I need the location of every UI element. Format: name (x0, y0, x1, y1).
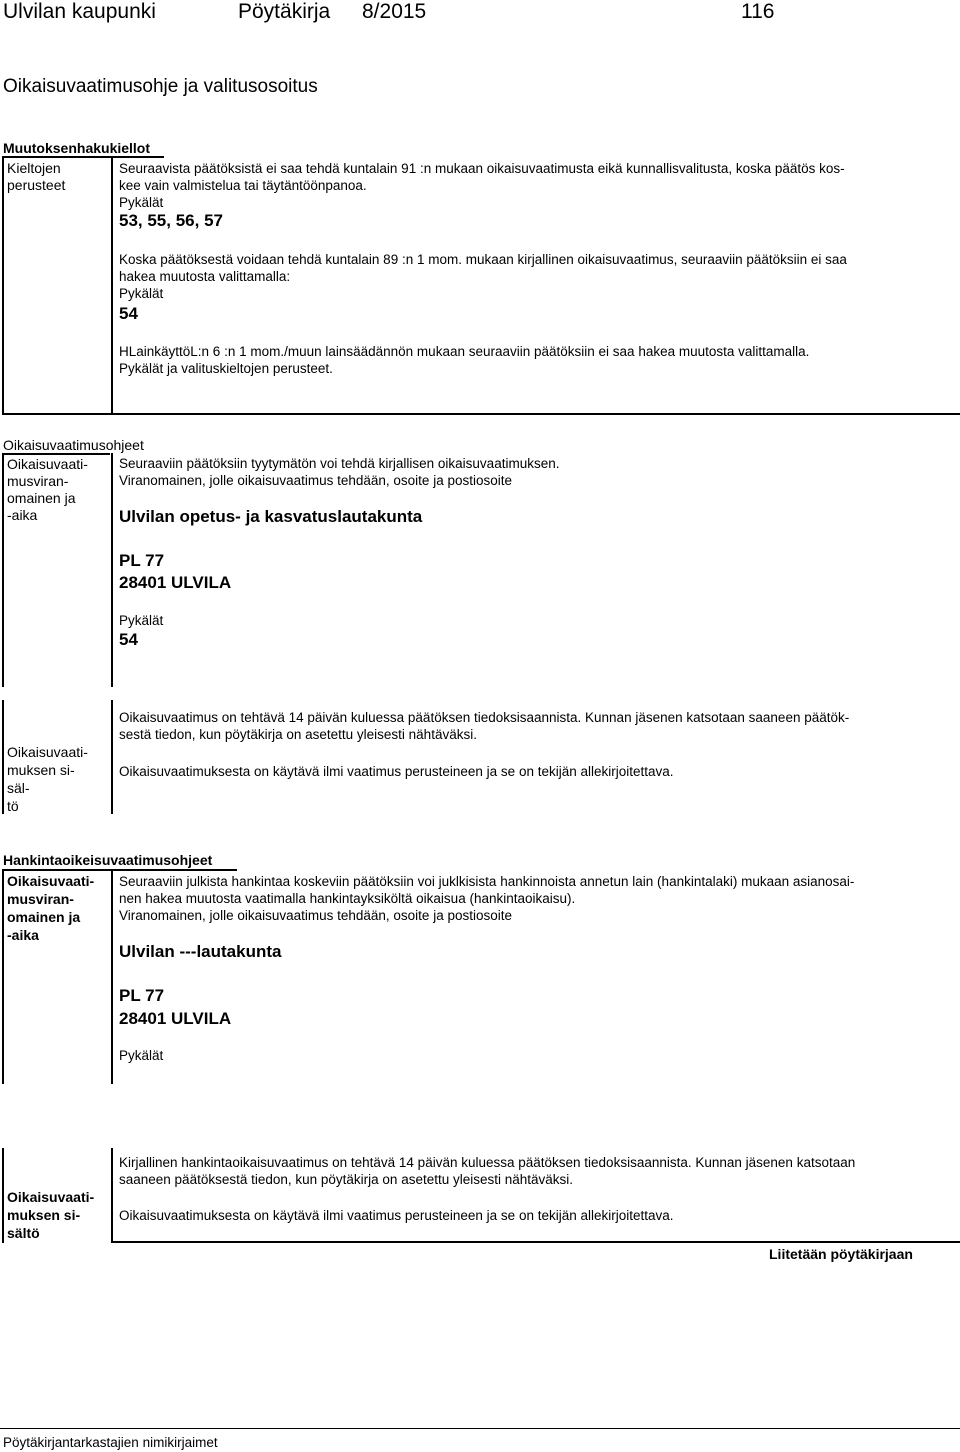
hankinta-pl: PL 77 (119, 986, 165, 1005)
hankinta-content1-line2: saaneen päätöksestä tiedon, kun pöytäkirja on asetettu yleisesti nähtäväksi. (119, 1172, 574, 1187)
kieltojen-label-1: Kieltojen (7, 160, 61, 176)
hankinta-content2: Oikaisuvaatimuksesta on käytävä ilmi vaatimus perusteineen ja se on tekijän allekirjoitettava. (119, 1208, 674, 1223)
hankinta-authority-label-1: Oikaisuvaati- (7, 873, 95, 889)
section2-top-rule (2, 453, 110, 455)
p3-line1: HLainkäyttöL:n 6 :n 1 mom./muun lainsäädännön mukaan seuraaviin päätöksiin ei saa hakea muutosta valittamalla. (119, 344, 810, 359)
section2a-left-border (2, 453, 4, 687)
header-org: Ulvilan kaupunki (3, 0, 156, 23)
p3-line2: Pykälät ja valituskieltojen perusteet. (119, 361, 333, 376)
p2-pykalat: 54 (119, 304, 138, 323)
kieltojen-label-2: perusteet (7, 177, 66, 193)
hankinta-content-label-2: muksen si- (7, 1207, 81, 1223)
section1-bottom-rule (2, 413, 960, 415)
section-heading-muutoksenhaku: Muutoksenhakukiellot (3, 140, 151, 156)
hankinta-authority-label-2: musviran- (7, 891, 74, 907)
hankinta-authority-label-4: -aika (7, 927, 39, 943)
hankinta-line2: Viranomainen, jolle oikaisuvaatimus tehdään, osoite ja postiosoite (119, 908, 512, 923)
oikaisu-line1: Seuraaviin päätöksiin tyytymätön voi tehdä kirjallisen oikaisuvaatimuksen. (119, 456, 560, 471)
hankinta-postal: 28401 ULVILA (119, 1009, 232, 1028)
oikaisu-content-label-1: Oikaisuvaati- (7, 744, 88, 760)
oikaisu-pykalat: 54 (119, 630, 138, 649)
section1-divider (111, 156, 113, 415)
section3-top-rule (2, 869, 237, 871)
hankinta-line1-1: Seuraaviin julkista hankintaa koskeviin päätöksiin voi juklkisista hankinnoista annetun lain (hankintalaki) mukaan asianosai- (119, 874, 855, 889)
hankinta-content-label-3: sältö (7, 1225, 40, 1241)
p1-line2: kee vain valmistelua tai täytäntöönpanoa. (119, 178, 367, 193)
p2-pykalat-label: Pykälät (119, 286, 164, 301)
section3a-left-border (2, 869, 4, 1084)
oikaisu-authority-label-1: Oikaisuvaati- (7, 456, 88, 472)
hankinta-authority: Ulvilan ---lautakunta (119, 942, 282, 961)
oikaisu-pl: PL 77 (119, 551, 165, 570)
header-doc: Pöytäkirja (238, 0, 331, 23)
oikaisu-content1-line1: Oikaisuvaatimus on tehtävä 14 päivän kuluessa päätöksen tiedoksisaannista. Kunnan jäsenen katsotaan saaneen päätök- (119, 710, 850, 725)
oikaisu-content-label-4: tö (7, 798, 19, 814)
oikaisu-authority-label-3: omainen ja (7, 490, 76, 506)
oikaisu-content-label-2: muksen si- (7, 762, 75, 778)
section-heading-hankinta: Hankintaoikeisuvaatimusohjeet (3, 852, 213, 868)
section2b-divider (111, 700, 113, 814)
p1-pykalat: 53, 55, 56, 57 (119, 211, 223, 230)
oikaisu-content-label-3: säl- (7, 780, 30, 796)
oikaisu-authority: Ulvilan opetus- ja kasvatuslautakunta (119, 507, 423, 526)
footer-initials-label: Pöytäkirjantarkastajien nimikirjaimet (3, 1435, 218, 1450)
header-number: 8/2015 (362, 0, 427, 23)
p2-line2: hakea muutosta valittamalla: (119, 269, 291, 284)
section-heading-oikaisu: Oikaisuvaatimusohjeet (3, 437, 144, 453)
hankinta-content1-line1: Kirjallinen hankintaoikaisuvaatimus on tehtävä 14 päivän kuluessa päätöksen tiedoksisaannista. Kunnan jäsenen katsotaan (119, 1155, 856, 1170)
section3a-divider (111, 869, 113, 1084)
hankinta-line1-2: nen hakea muutosta vaatimalla hankintayksiköltä oikaisua (hankintaoikaisu). (119, 891, 576, 906)
p1-line1: Seuraavista päätöksistä ei saa tehdä kuntalain 91 :n mukaan oikaisuvaatimusta eikä kunnallisvalitusta, koska päätös kos- (119, 161, 845, 176)
oikaisu-authority-label-2: musviran- (7, 473, 69, 489)
p2-line1: Koska päätöksestä voidaan tehdä kuntalain 89 :n 1 mom. mukaan kirjallinen oikaisuvaatimus, seuraaviin päätöksiin ei saa (119, 252, 847, 267)
oikaisu-pykalat-label: Pykälät (119, 613, 164, 628)
section3b-divider (111, 1148, 113, 1243)
p1-pykalat-label: Pykälät (119, 195, 164, 210)
page-title: Oikaisuvaatimusohje ja valitusosoitus (3, 76, 318, 97)
oikaisu-postal: 28401 ULVILA (119, 573, 232, 592)
hankinta-content-label-1: Oikaisuvaati- (7, 1189, 95, 1205)
hankinta-pykalat-label: Pykälät (119, 1048, 164, 1063)
footer-rule (0, 1428, 960, 1429)
oikaisu-content1-line2: sestä tiedon, kun pöytäkirja on asetettu yleisesti nähtäväksi. (119, 727, 477, 742)
attach-note: Liitetään pöytäkirjaan (769, 1246, 913, 1262)
header-page: 116 (741, 0, 775, 23)
hankinta-authority-label-3: omainen ja (7, 909, 81, 925)
section2a-divider (111, 453, 113, 687)
section3b-bottom-rule (111, 1241, 960, 1243)
oikaisu-content2: Oikaisuvaatimuksesta on käytävä ilmi vaatimus perusteineen ja se on tekijän allekirjoitettava. (119, 764, 674, 779)
section1-left-border (2, 156, 4, 415)
oikaisu-authority-label-4: -aika (7, 507, 38, 523)
oikaisu-line2: Viranomainen, jolle oikaisuvaatimus tehdään, osoite ja postiosoite (119, 473, 512, 488)
section2b-left-border (2, 700, 4, 814)
section1-top-rule (2, 156, 164, 158)
section3b-left-border (2, 1148, 4, 1243)
